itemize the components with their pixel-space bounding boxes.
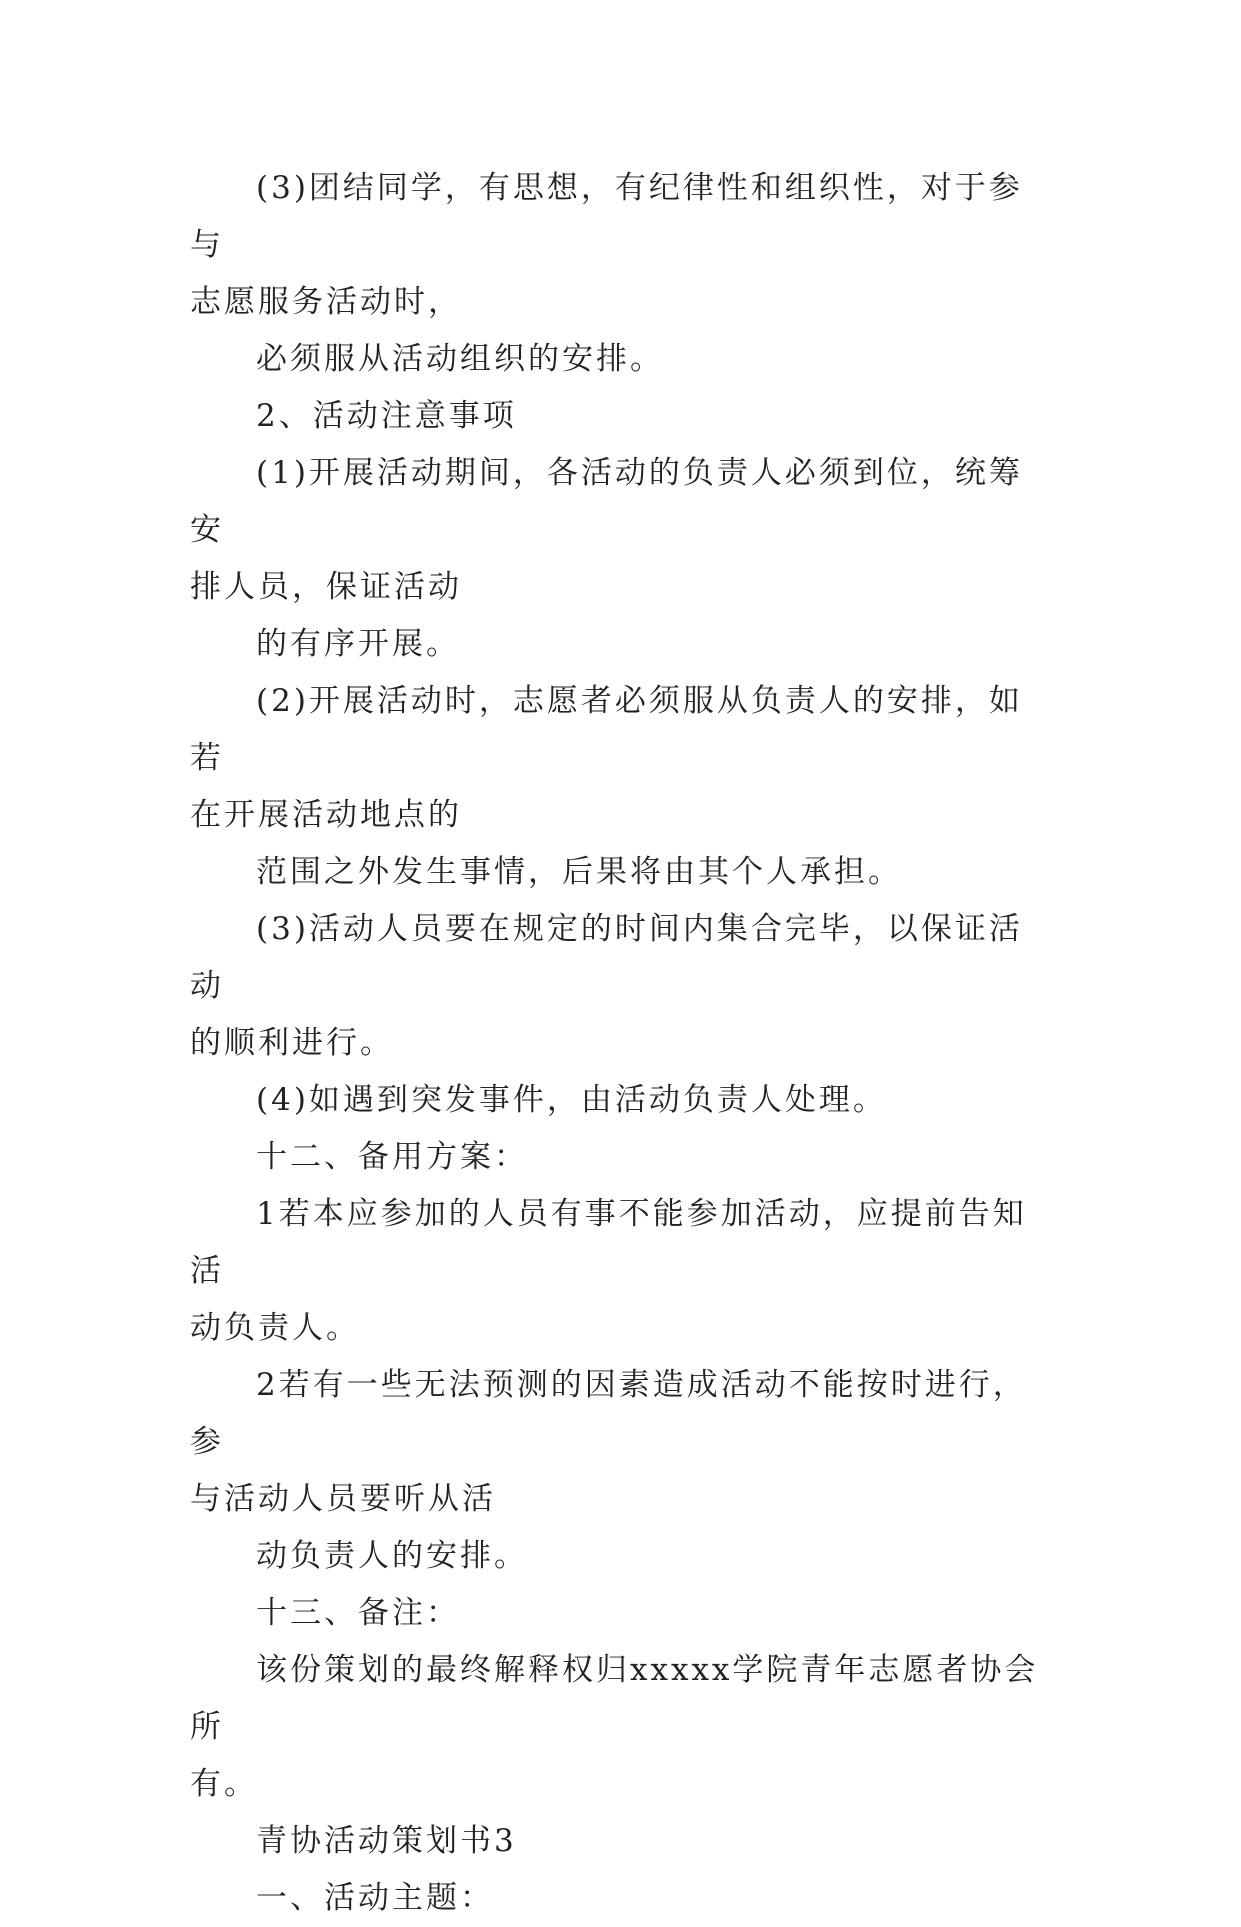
- body-line-8: (2)开展活动时，志愿者必须服从负责人的安排，如若: [190, 683, 1023, 776]
- body-line-1: (3)团结同学，有思想，有纪律性和组织性，对于参与: [190, 170, 1023, 263]
- body-line-17: 2若有一些无法预测的因素造成活动不能按时进行，参: [190, 1367, 1027, 1460]
- body-line-18: 与活动人员要听从活: [190, 1481, 496, 1517]
- section-heading-remarks: 十三、备注：: [256, 1595, 460, 1631]
- body-line-22: 有。: [190, 1766, 258, 1802]
- body-line-12: 的顺利进行。: [190, 1025, 394, 1061]
- section-heading-theme: 一、活动主题：: [256, 1880, 494, 1916]
- section-heading-backup-plan: 十二、备用方案：: [256, 1139, 528, 1175]
- section-heading-notes: 2、活动注意事项: [256, 398, 517, 434]
- document-body: [190, 160, 1050, 1927]
- body-line-16: 动负责人。: [190, 1310, 360, 1346]
- body-line-15: 1若本应参加的人员有事不能参加活动，应提前告知活: [190, 1196, 1027, 1289]
- body-line-2: 志愿服务活动时，: [190, 284, 462, 320]
- body-line-7: 的有序开展。: [256, 626, 460, 662]
- body-line-5: (1)开展活动期间，各活动的负责人必须到位，统筹安: [190, 455, 1023, 548]
- body-line-9: 在开展活动地点的: [190, 797, 462, 833]
- body-line-3: 必须服从活动组织的安排。: [256, 341, 664, 377]
- body-line-11: (3)活动人员要在规定的时间内集合完毕，以保证活动: [190, 911, 1023, 1004]
- body-line-6: 排人员，保证活动: [190, 569, 462, 605]
- document-subtitle: 青协活动策划书3: [256, 1823, 517, 1859]
- body-line-10: 范围之外发生事情，后果将由其个人承担。: [256, 854, 902, 890]
- body-line-19: 动负责人的安排。: [256, 1538, 528, 1574]
- body-line-13: (4)如遇到突发事件，由活动负责人处理。: [256, 1082, 887, 1118]
- body-line-21: 该份策划的最终解释权归xxxxx学院青年志愿者协会所: [190, 1652, 1039, 1745]
